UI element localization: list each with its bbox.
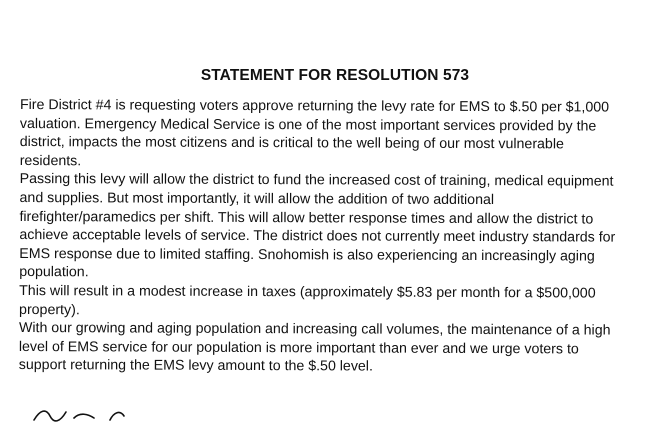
paragraph-benefits: Passing this levy will allow the district to fund the increased cost of training, medical equipment and supplies. But most importantly, it will allow the addition of two additional firefighter/paramedics per shift. This will allow better response times and allow the district to achieve acceptable levels of service. The district does not currently meet industry standards for EMS response due to limited staffing. Snohomish is also experiencing an increasingly aging population. <box>19 171 616 281</box>
handwritten-signature <box>30 402 230 422</box>
paragraph-tax-impact: This will result in a modest increase in taxes (approximately $5.83 per month for a $500,000 property). <box>19 282 596 318</box>
document-title: STATEMENT FOR RESOLUTION 573 <box>200 67 470 84</box>
paragraph-purpose: Fire District #4 is requesting voters approve returning the levy rate for EMS to $.50 per $1,000 valuation. Emergency Medical Service is one of the most important services provided by the district, impacts the most citizens and is critical to the well being of our most vulnerable residents. <box>19 96 610 170</box>
statement-body <box>19 96 620 378</box>
paragraph-conclusion: With our growing and aging population and increasing call volumes, the maintenance of a high level of EMS service for our population is more important than ever and we urge voters to support returning the EMS levy amount to the $.50 level. <box>18 320 611 375</box>
